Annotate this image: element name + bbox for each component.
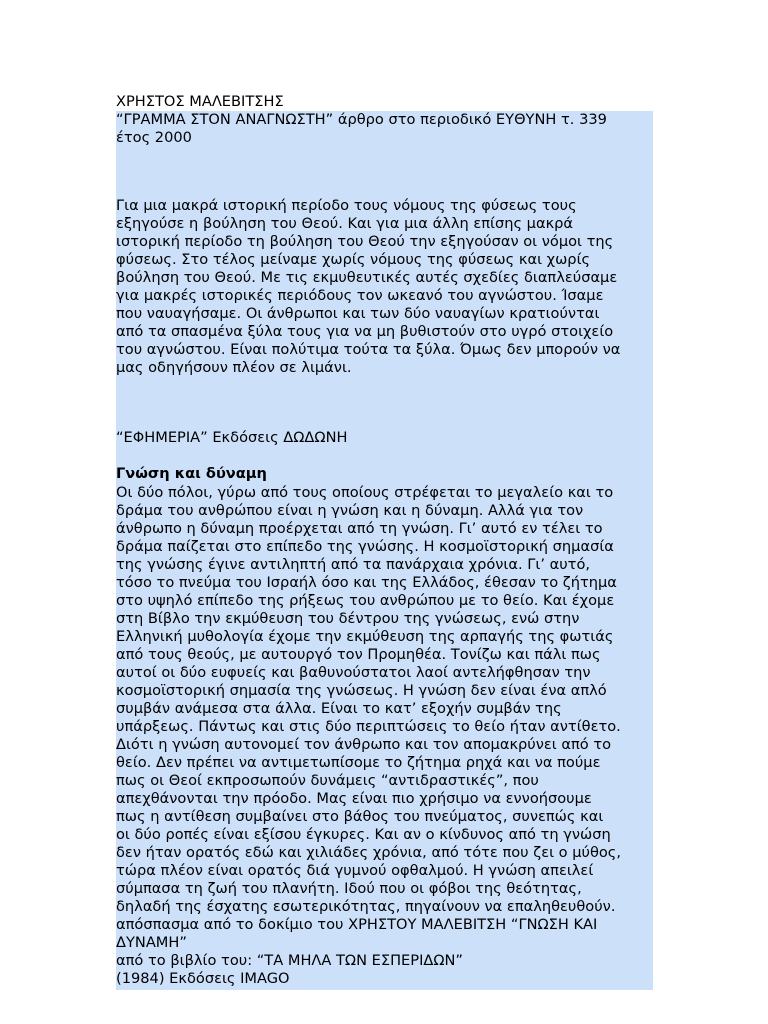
citation-line: έτος 2000 <box>116 129 192 146</box>
author-name: ΧΡΗΣΤΟΣ ΜΑΛΕΒΙΤΣΗΣ <box>116 93 284 110</box>
paragraph-line: στο υψηλό επίπεδο της ρήξεως του ανθρώπου με το θείο. Και έχομε <box>116 592 615 609</box>
paragraph-line: Ελληνική μυθολογία έχομε την εκμύθευση της αρπαγής της φωτιάς <box>116 628 614 645</box>
paragraph-line: Για μια μακρά ιστορική περίοδο τους νόμους της φύσεως τους <box>116 197 577 214</box>
paragraph-line: δηλαδή της έσχατης εσωτερικότητας, πηγαίνουν να επαληθευθούν. <box>116 898 616 915</box>
paragraph-line: Οι δύο πόλοι, γύρω από τους οποίους στρέφεται το μεγαλείο και το <box>116 484 614 501</box>
paragraph-line: φύσεως. Στο τέλος μείναμε χωρίς νόμους της φύσεως και χωρίς <box>116 251 591 268</box>
paragraph-line: δράμα παίζεται στο επίπεδο της γνώσης. Η κοσμοϊστορική σημασία <box>116 538 614 555</box>
source-line: (1984) Εκδόσεις IMAGO <box>116 970 290 987</box>
paragraph-line: μας οδηγήσουν πλέον σε λιμάνι. <box>116 359 352 376</box>
source-line: από το βιβλίο του: “ΤΑ ΜΗΛΑ ΤΩΝ ΕΣΠΕΡΙΔΩΝ” <box>116 952 463 969</box>
source-line: “ΕΦΗΜΕΡΙΑ” Εκδόσεις ΔΩΔΩΝΗ <box>116 429 348 446</box>
paragraph-line: ιστορική περίοδο τη βούληση του Θεού την εξηγούσαν οι νόμοι της <box>116 233 614 250</box>
paragraph-line: της γνώσης έγινε αντιληπτή από τα πανάρχαια χρόνια. Γι’ αυτό, <box>116 556 591 573</box>
paragraph-line: απεχθάνονται την πρόοδο. Μας είναι πιο χρήσιμο να εννοήσουμε <box>116 790 592 807</box>
citation-line: “ΓΡΑΜΜΑ ΣΤΟΝ ΑΝΑΓΝΩΣΤΗ” άρθρο στο περιοδικό ΕΥΘΥΝΗ τ. 339 <box>116 111 607 128</box>
section-title: Γνώση και δύναμη <box>116 465 267 482</box>
paragraph-line: τόσο το πνεύμα του Ισραήλ όσο και της Ελλάδος, έθεσαν το ζήτημα <box>116 574 617 591</box>
paragraph-line: άνθρωπο η δύναμη προέρχεται από τη γνώση. Γι’ αυτό εν τέλει το <box>116 520 603 537</box>
paragraph-line: από τα σπασμένα ξύλα τους για να μη βυθιστούν στο υγρό στοιχείο <box>116 323 614 340</box>
paragraph-line: εξηγούσε η βούληση του Θεού. Και για μια άλλη επίσης μακρά <box>116 215 574 232</box>
paragraph-line: από τους θεούς, με αυτουργό τον Προμηθέα. Τονίζω και πάλι πως <box>116 646 601 663</box>
paragraph-line: υπάρξεως. Πάντως και στις δύο περιπτώσεις το θείο ήταν αντίθετο. <box>116 718 621 735</box>
paragraph-line: που ναυαγήσαμε. Οι άνθρωποι και των δύο ναυαγίων κρατιούνται <box>116 305 600 322</box>
paragraph-line: θείο. Δεν πρέπει να αντιμετωπίσομε το ζήτημα ρηχά και να πούμε <box>116 754 601 771</box>
source-line: ΔΥΝΑΜΗ” <box>116 934 187 951</box>
paragraph-line: δεν ήταν ορατός εδώ και χιλιάδες χρόνια, από τότε που ζει ο μύθος, <box>116 844 622 861</box>
paragraph-line: για μακρές ιστορικές περιόδους τον ωκεανό του αγνώστου. Ίσαμε <box>116 287 604 304</box>
paragraph-line: δράμα του ανθρώπου είναι η γνώση και η δύναμη. Αλλά για τον <box>116 502 584 519</box>
paragraph-line: του αγνώστου. Είναι πολύτιμα τούτα τα ξύλα. Όμως δεν μπορούν να <box>116 341 621 358</box>
paragraph-line: τώρα πλέον είναι ορατός διά γυμνού οφθαλμού. Η γνώση απειλεί <box>116 862 594 879</box>
source-line: απόσπασμα από το δοκίμιο του ΧΡΗΣΤΟΥ ΜΑΛΕΒΙΤΣΗ “ΓΝΩΣΗ ΚΑΙ <box>116 916 598 933</box>
paragraph-line: πως η αντίθεση συμβαίνει στο βάθος του πνεύματος, συνεπώς και <box>116 808 604 825</box>
paragraph-line: σύμπασα τη ζωή του πλανήτη. Ιδού που οι φόβοι της θεότητας, <box>116 880 582 897</box>
paragraph-line: βούληση του Θεού. Με τις εκμυθευτικές αυτές σχεδίες διαπλεύσαμε <box>116 269 618 286</box>
paragraph-line: αυτοί οι δύο ευφυείς και βαθυνούστατοι λαοί αντελήφθησαν την <box>116 664 591 681</box>
paragraph-line: συμβάν ανάμεσα στα άλλα. Είναι το κατ’ εξοχήν συμβάν της <box>116 700 562 717</box>
paragraph-line: οι δύο ροπές είναι εξίσου έγκυρες. Και αν ο κίνδυνος από τη γνώση <box>116 826 611 843</box>
paragraph-line: πως οι Θεοί εκπροσωπούν δυνάμεις “αντιδραστικές”, που <box>116 772 539 789</box>
paragraph-line: κοσμοϊστορική σημασία της γνώσεως. Η γνώση δεν είναι ένα απλό <box>116 682 607 699</box>
paragraph-line: στη Βίβλο την εκμύθευση του δέντρου της γνώσεως, ενώ στην <box>116 610 580 627</box>
paragraph-line: Διότι η γνώση αυτονομεί τον άνθρωπο και τον απομακρύνει από το <box>116 736 612 753</box>
